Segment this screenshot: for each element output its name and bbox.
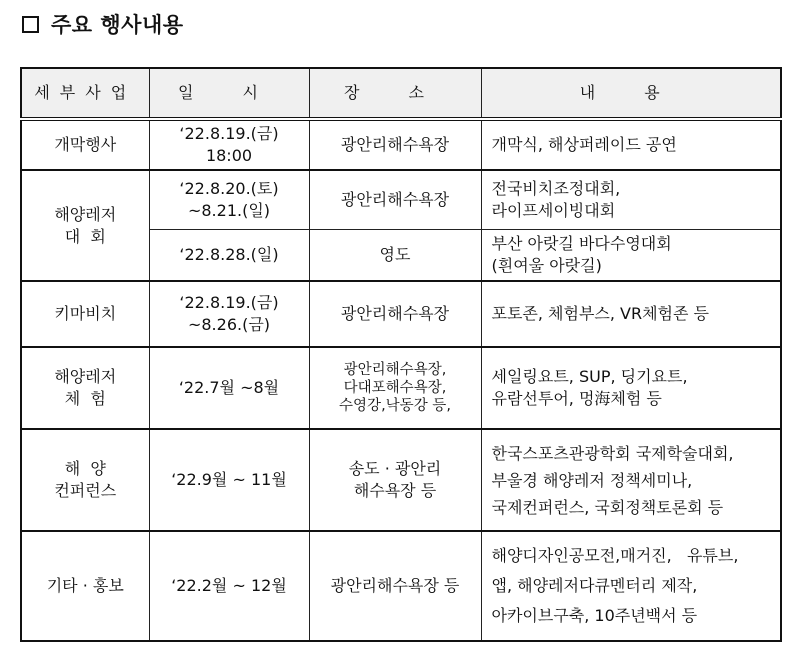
- cell-dates: ‘22.8.19.(금) ~8.26.(금): [149, 281, 309, 347]
- checkbox-icon: [22, 16, 39, 33]
- cell-place: 영도: [309, 230, 481, 282]
- cell-place: 광안리해수욕장: [309, 170, 481, 230]
- header-place: 장 소: [309, 68, 481, 119]
- event-table: [20, 67, 782, 642]
- cell-content: 전국비치조정대회, 라이프세이빙대회: [481, 170, 781, 230]
- cell-category: 해양레저 대 회: [21, 170, 149, 281]
- table-row: [21, 119, 781, 170]
- table-row: [21, 347, 781, 429]
- table-header-row: [21, 68, 781, 119]
- cell-dates: ‘22.9월 ~ 11월: [149, 429, 309, 531]
- table-row: [21, 531, 781, 641]
- header-content: 내 용: [481, 68, 781, 119]
- section-title: 주요 행사내용: [51, 13, 184, 37]
- table-row: [21, 281, 781, 347]
- cell-content: 해양디자인공모전,매거진, 유튜브, 앱, 해양레저다큐멘터리 제작, 아카이브구축, 10주년백서 등: [481, 531, 781, 641]
- cell-category: 해양레저 체 험: [21, 347, 149, 429]
- cell-dates: ‘22.7월 ~8월: [149, 347, 309, 429]
- cell-dates: ‘22.8.19.(금) 18:00: [149, 119, 309, 170]
- cell-content: 개막식, 해상퍼레이드 공연: [481, 119, 781, 170]
- cell-place: 광안리해수욕장: [309, 281, 481, 347]
- table-row: [21, 170, 781, 230]
- header-dates: 일 시: [149, 68, 309, 119]
- cell-content: 부산 아랏길 바다수영대회 (흰여울 아랏길): [481, 230, 781, 282]
- cell-dates: ‘22.8.20.(토) ~8.21.(일): [149, 170, 309, 230]
- section-heading: [22, 9, 184, 39]
- cell-category: 키마비치: [21, 281, 149, 347]
- header-category: 세부사업: [21, 68, 149, 119]
- cell-dates: ‘22.2월 ~ 12월: [149, 531, 309, 641]
- cell-content: 포토존, 체험부스, VR체험존 등: [481, 281, 781, 347]
- cell-category: 기타 · 홍보: [21, 531, 149, 641]
- cell-category: 해 양 컨퍼런스: [21, 429, 149, 531]
- cell-place: 광안리해수욕장: [309, 119, 481, 170]
- cell-place: 광안리해수욕장, 다대포해수욕장, 수영강,낙동강 등,: [309, 347, 481, 429]
- cell-dates: ‘22.8.28.(일): [149, 230, 309, 282]
- cell-content: 한국스포츠관광학회 국제학술대회, 부울경 해양레저 정책세미나, 국제컨퍼런스, 국회정책토론회 등: [481, 429, 781, 531]
- cell-place: 광안리해수욕장 등: [309, 531, 481, 641]
- table-row: [21, 429, 781, 531]
- cell-place: 송도 · 광안리 해수욕장 등: [309, 429, 481, 531]
- cell-category: 개막행사: [21, 119, 149, 170]
- cell-content: 세일링요트, SUP, 딩기요트, 유람선투어, 멍海체험 등: [481, 347, 781, 429]
